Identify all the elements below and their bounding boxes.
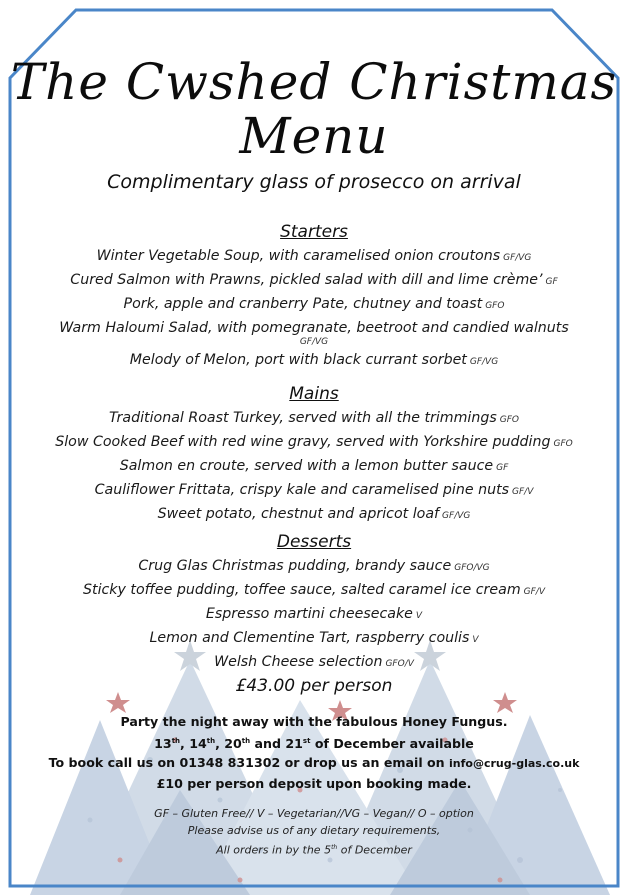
menu-item: Espresso martini cheesecake V xyxy=(205,606,423,622)
dates-line: 13th, 14th, 20th and 21st of December available xyxy=(154,735,474,751)
menu-item: Winter Vegetable Soup, with caramelised onion croutons GF/VG xyxy=(96,248,532,264)
menu-item: Lemon and Clementine Tart, raspberry coulis V xyxy=(149,630,479,646)
order-deadline: All orders in by the 5th of December xyxy=(216,843,412,857)
dietary-advice: Please advise us of any dietary requirements, xyxy=(187,824,441,837)
deposit-line: £10 per person deposit upon booking made. xyxy=(156,775,472,791)
mains-heading: Mains xyxy=(289,384,339,404)
dietary-key: GF – Gluten Free// V – Vegetarian//VG – Vegan// O – option xyxy=(154,807,474,820)
prosecco-tagline: Complimentary glass of prosecco on arrival xyxy=(107,171,521,193)
menu-item: Sweet potato, chestnut and apricot loaf GF/VG xyxy=(157,506,471,522)
menu-item: Welsh Cheese selection GFO/V xyxy=(214,654,414,670)
menu-item: Traditional Roast Turkey, served with all the trimmings GFO xyxy=(108,410,520,426)
menu-title-line2: Menu xyxy=(239,107,389,165)
starters-section xyxy=(0,220,628,373)
menu-item: Crug Glas Christmas pudding, brandy sauce GFO/VG xyxy=(138,558,490,574)
menu-item: Cured Salmon with Prawns, pickled salad with dill and lime crème’ GF xyxy=(70,272,558,288)
desserts-heading: Desserts xyxy=(276,532,352,552)
menu-item: Sticky toffee pudding, toffee sauce, salted caramel ice cream GF/V xyxy=(83,582,545,598)
booking-info xyxy=(0,712,628,793)
party-line: Party the night away with the fabulous Honey Fungus. xyxy=(120,714,508,729)
menu-item: Pork, apple and cranberry Pate, chutney and toast GFO xyxy=(123,296,505,312)
menu-item: Melody of Melon, port with black currant sorbet GF/VG xyxy=(129,352,499,368)
menu-item: Salmon en croute, served with a lemon butter sauce GF xyxy=(119,458,509,474)
booking-email[interactable]: info@crug-glas.co.uk xyxy=(449,757,580,771)
desserts-section xyxy=(0,530,628,675)
booking-line: To book call us on 01348 831302 or drop us an email on info@crug-glas.co.uk xyxy=(48,755,580,771)
mains-section xyxy=(0,382,628,527)
price-per-person: £43.00 per person xyxy=(235,676,393,696)
dietary-footer xyxy=(0,805,628,859)
menu-item: Cauliflower Frittata, crispy kale and caramelised pine nuts GF/V xyxy=(94,482,534,498)
starters-heading: Starters xyxy=(280,222,348,242)
menu-item: Warm Haloumi Salad, with pomegranate, beetroot and candied walnuts GF/VG xyxy=(59,320,569,347)
menu-title: The Cwshed Christmas xyxy=(10,53,618,111)
menu-item: Slow Cooked Beef with red wine gravy, served with Yorkshire pudding GFO xyxy=(55,434,573,450)
